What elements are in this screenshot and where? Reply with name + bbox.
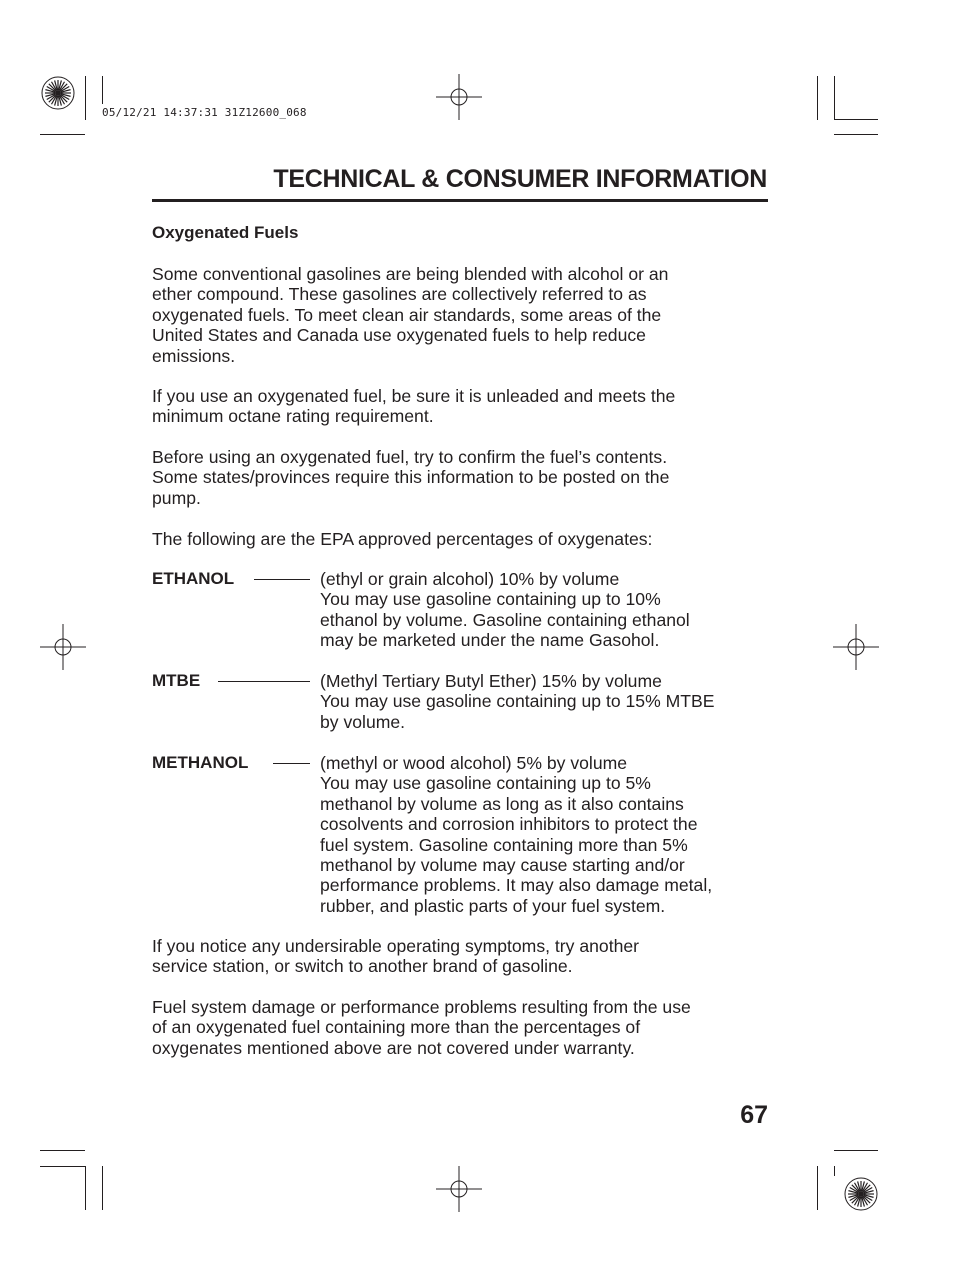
oxygenate-definition: (methyl or wood alcohol) 5% by volume You may use gasoline containing up to 5% methanol by volume as long as it also contains cosolvents and corrosion inhibitors to protect the fuel system. Gasoline containing more than 5% methanol by volume may cause starting and/or performance problems. It may also damage metal, rubber, and plastic parts of your fuel system. [320,753,713,916]
leader-line [254,579,310,580]
paragraph: Before using an oxygenated fuel, try to confirm the fuel’s contents. Some states/provinces require this information to be posted on the pump. [152,447,670,508]
print-slug: 05/12/21 14:37:31 31Z12600_068 [102,106,307,119]
paragraph: Fuel system damage or performance problems resulting from the use of an oxygenated fuel containing more than the percentages of oxygenates mentioned above are not covered under warranty. [152,997,691,1058]
oxygenate-definition: (ethyl or grain alcohol) 10% by volume You may use gasoline containing up to 10% ethanol by volume. Gasoline containing ethanol may be marketed under the name Gasohol. [320,569,690,651]
paragraph: If you use an oxygenated fuel, be sure it is unleaded and meets the minimum octane rating requirement. [152,386,676,427]
section-heading: Oxygenated Fuels [152,223,299,242]
crosshair-icon [40,624,86,670]
registration-sunburst-icon [843,1176,879,1212]
crosshair-icon [436,1166,482,1212]
oxygenate-definition: (Methyl Tertiary Butyl Ether) 15% by volume You may use gasoline containing up to 15% MTBE by volume. [320,671,715,732]
page-number: 67 [740,1101,768,1129]
oxygenate-term: METHANOL [152,753,249,772]
paragraph: If you notice any undersirable operating symptoms, try another service station, or switch to another brand of gasoline. [152,936,640,977]
page-title: TECHNICAL & CONSUMER INFORMATION [273,165,767,193]
crosshair-icon [833,624,879,670]
paragraph: Some conventional gasolines are being blended with alcohol or an ether compound. These gasolines are collectively referred to as oxygenated fuels. To meet clean air standards, some areas of the United States and Canada use oxygenated fuels to help reduce emissions. [152,264,669,366]
paragraph: The following are the EPA approved percentages of oxygenates: [152,529,653,549]
leader-line [218,681,310,682]
title-rule [152,199,768,202]
leader-line [273,763,310,764]
oxygenate-term: ETHANOL [152,569,235,588]
oxygenate-term: MTBE [152,671,201,690]
registration-sunburst-icon [40,75,76,111]
crosshair-icon [436,74,482,120]
